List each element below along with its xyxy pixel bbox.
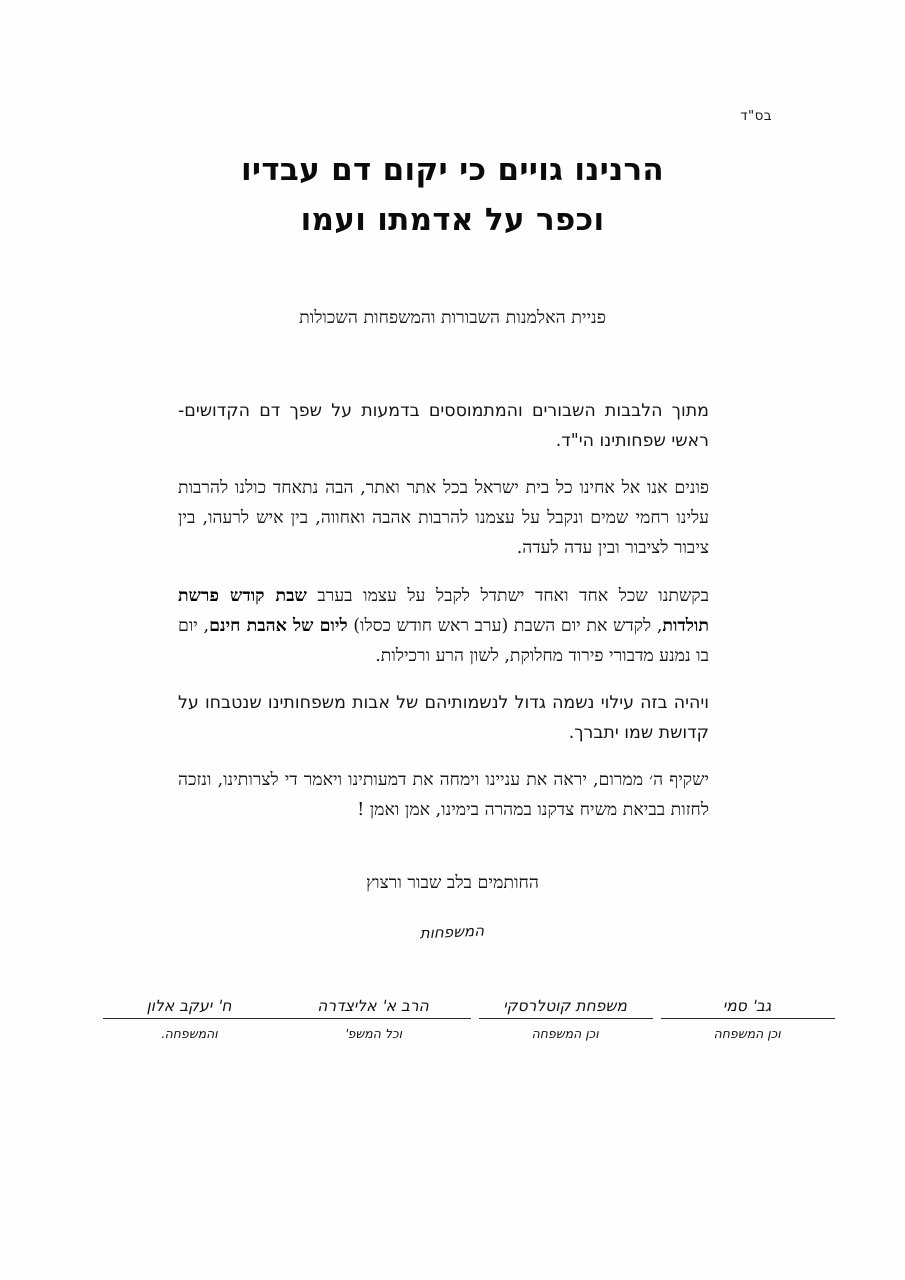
signature-block-3: [269, 975, 479, 1045]
paragraph-4: ויהיה בזה עילוי נשמה גדול לנשמותיהם של אבות משפחותינו שנטבחו על קדושת שמו יתברך.: [178, 692, 709, 743]
signature-rule-1: [661, 1018, 835, 1019]
signature-rule-3: [277, 1018, 471, 1019]
paragraph-2: פונים אנו אל אחינו כל בית ישראל בכל אתר ואתר, הבה נתאחד כולנו להרבות עלינו רחמי שמים ונקבל על עצמנו להרבות אהבה ואחווה, בין איש לרעהו, בין ציבור לציבור ובין עדה לעדה.: [178, 478, 709, 559]
document-body: [178, 396, 709, 825]
signature-block-4: [95, 975, 285, 1045]
signature-scribble-2: משפחת קוטלרסקי: [502, 997, 630, 1015]
signature-caption-3: וכל המשפ': [343, 1026, 405, 1041]
title-line-1: הרנינו גויים כי יקום דם עבדיו: [240, 152, 665, 188]
signature-rule-2: [479, 1018, 653, 1019]
signature-block-1: [653, 975, 843, 1045]
signature-rule-4: [103, 1018, 277, 1019]
signature-caption-2: וכן המשפחה: [531, 1026, 601, 1041]
signature-scribble-3: הרב א' אליצדרה: [316, 997, 432, 1015]
signature-scribble-1: גב' סמי: [721, 997, 775, 1015]
paragraph-3-lead: בקשתנו שכל אחד ואחד ישתדל לקבל על עצמו בערב: [306, 585, 709, 606]
paragraph-5: ישקיף ה׳ ממרום, יראה את עניינו וימחה את דמעותינו ויאמר די לצרותינו, ונזכה לחזות בביאת משיח צדקנו במהרה בימינו, אמן ואמן !: [178, 770, 709, 821]
document-title: [0, 145, 905, 245]
title-line-2: וכפר על אדמתו ועמו: [300, 202, 605, 239]
signature-row: [48, 975, 857, 1045]
signature-scribble-4: ח' יעקב אלון: [145, 997, 235, 1015]
closing-line: החותמים בלב שבור ורצוץ: [366, 873, 539, 893]
signature-caption-4: והמשפחה.: [160, 1026, 220, 1041]
center-handwritten-signature: [0, 922, 905, 941]
paragraph-3-middle: , לקדש את יום השבת (ערב ראש חודש כסלו): [347, 615, 663, 636]
paragraph-1: מתוך הלבבות השבורים והמתמוססים בדמעות על שפך דם הקדושים- ראשי שפחותינו הי"ד.: [178, 401, 709, 452]
bsd-header-mark: בס"ד: [740, 108, 772, 124]
document-subtitle: פניית האלמנות השבורות והמשפחות השכולות: [299, 308, 606, 328]
paragraph-3: [178, 581, 709, 671]
signature-block-2: [471, 975, 661, 1045]
paragraph-3-tail: , יום בו נמנע מדבורי פירוד מחלוקת, לשון הרע ורכילות.: [178, 615, 709, 666]
paragraph-3-emphasis-2: ליום של אהבת חינם: [209, 615, 348, 636]
paragraph-3-emphasis-1: שבת קודש פרשת תולדות: [178, 585, 709, 636]
center-signature-text: המשפחות: [418, 921, 487, 943]
signature-caption-1: וכן המשפחה: [713, 1026, 783, 1041]
